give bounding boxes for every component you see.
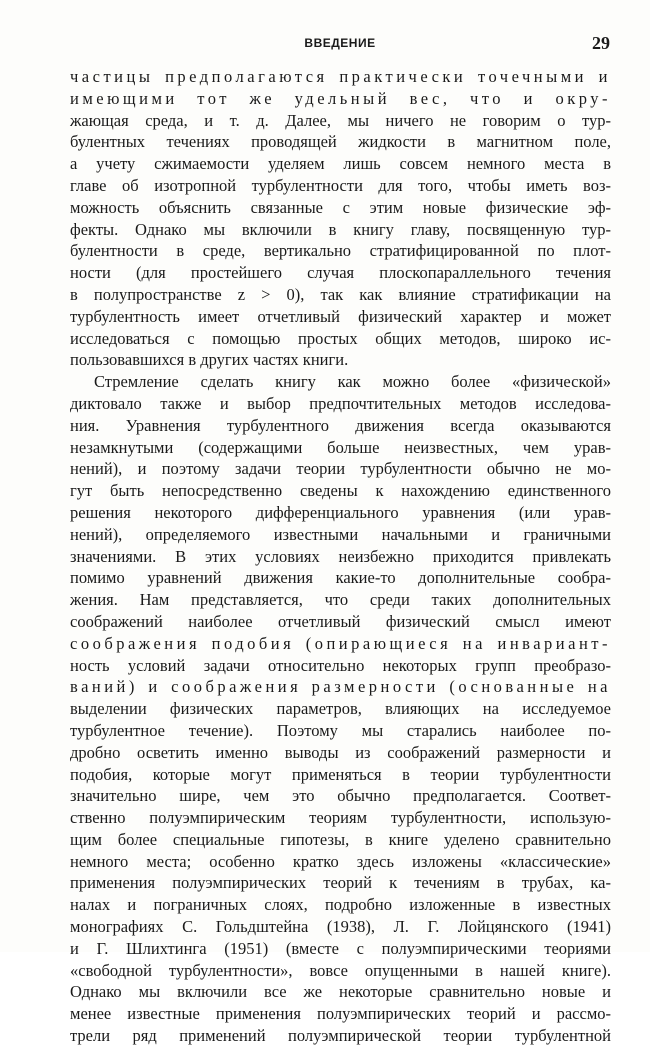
text-line: диктовало также и выбор предпочтительных методов исследова- bbox=[70, 393, 611, 413]
text-line: «свободной турбулентности», вовсе опущенными в нашей книге). bbox=[70, 960, 611, 980]
text-line: соображения подобия (опирающиеся на инвариант- bbox=[70, 633, 611, 653]
text-line: гут быть непосредственно сведены к нахождению единственного bbox=[70, 481, 611, 501]
body-text bbox=[70, 66, 611, 1047]
text-line: подобия, которые могут применяться в теории турбулентности bbox=[70, 764, 611, 784]
text-line: и Г. Шлихтинга (1951) (вместе с полуэмпирическими теориями bbox=[70, 938, 611, 958]
running-head bbox=[70, 33, 610, 56]
text-line: дробно осветить именно выводы из соображений размерности и bbox=[70, 742, 611, 762]
text-line: решения некоторого дифференциального уравнения (или урав- bbox=[70, 502, 611, 522]
text-line: имеющими тот же удельный вес, что и окру- bbox=[70, 88, 611, 108]
text-line: применения полуэмпирических теорий к течениям в трубах, ка- bbox=[70, 873, 611, 893]
text-line: Однако мы включили все же некоторые сравнительно новые и bbox=[70, 982, 611, 1002]
text-line: главе об изотропной турбулентности для того, чтобы иметь воз- bbox=[70, 175, 611, 195]
text-line: менее известные применения полуэмпирических теорий и рассмо- bbox=[70, 1004, 611, 1024]
text-line: ности (для простейшего случая плоскопараллельного течения bbox=[70, 263, 611, 283]
text-line: немного места; особенно кратко здесь изложены «классические» bbox=[70, 851, 611, 871]
text-line: выделении физических параметров, влияющих на исследуемое bbox=[70, 699, 611, 719]
text-line: ственно полуэмпирическим теориям турбулентности, использую- bbox=[70, 808, 611, 828]
text-line: булентных течениях проводящей жидкости в магнитном поле, bbox=[70, 132, 611, 152]
text-line: можность объяснить связанные с этим новые физические эф- bbox=[70, 197, 611, 217]
text-line: турбулентность имеет отчетливый физический характер и может bbox=[70, 306, 611, 326]
text-line: трели ряд применений полуэмпирической теории турбулентной bbox=[70, 1026, 611, 1046]
text-line: щим более специальные гипотезы, в книге уделено сравнительно bbox=[70, 829, 611, 849]
text-line: помимо уравнений движения какие-то дополнительные сообра- bbox=[70, 568, 611, 588]
text-line: фекты. Однако мы включили в книгу главу, посвященную тур- bbox=[70, 219, 611, 239]
text-line: ваний) и соображения размерности (основанные на bbox=[70, 677, 611, 697]
text-line: монографиях С. Гольдштейна (1938), Л. Г. Лойцянского (1941) bbox=[70, 917, 611, 937]
text-line: значительно шире, чем это обычно предполагается. Соответ- bbox=[70, 786, 611, 806]
text-line: жения. Нам представляется, что среди таких дополнительных bbox=[70, 590, 611, 610]
page-number: 29 bbox=[592, 33, 610, 53]
text-line: булентности в среде, вертикально стратифицированной по плот- bbox=[70, 241, 611, 261]
text-line: налах и пограничных слоях, подробно изложенные в известных bbox=[70, 895, 611, 915]
text-line: исследоваться с помощью простых общих методов, широко ис- bbox=[70, 328, 611, 348]
text-line: турбулентное течение). Поэтому мы старались наиболее по- bbox=[70, 720, 611, 740]
paragraph bbox=[70, 66, 611, 371]
text-line: ния. Уравнения турбулентного движения всегда оказываются bbox=[70, 415, 611, 435]
text-line: жающая среда, и т. д. Далее, мы ничего не говорим о тур- bbox=[70, 110, 611, 130]
text-line: соображений наиболее отчетливый физический смысл имеют bbox=[70, 611, 611, 631]
text-line: значениями. В этих условиях неизбежно приходится привлекать bbox=[70, 546, 611, 566]
text-line: частицы предполагаются практически точечными и bbox=[70, 67, 611, 86]
text-line: Стремление сделать книгу как можно более «физической» bbox=[94, 372, 611, 392]
paragraph bbox=[70, 371, 611, 1047]
text-line: нений), определяемого известными начальными и граничными bbox=[70, 524, 611, 544]
text-line: пользовавшихся в других частях книги. bbox=[70, 350, 349, 370]
text-line: а учету сжимаемости уделяем лишь совсем немного места в bbox=[70, 154, 611, 174]
text-line: ность условий задачи относительно некоторых групп преобразо- bbox=[70, 655, 611, 675]
text-line: в полупространстве z > 0), так как влияние стратификации на bbox=[70, 284, 611, 304]
chapter-title: ВВЕДЕНИЕ bbox=[304, 36, 376, 50]
text-line: незамкнутыми (содержащими больше неизвестных, чем урав- bbox=[70, 437, 611, 457]
text-line: нений), и поэтому задачи теории турбулентности обычно не мо- bbox=[70, 459, 611, 479]
